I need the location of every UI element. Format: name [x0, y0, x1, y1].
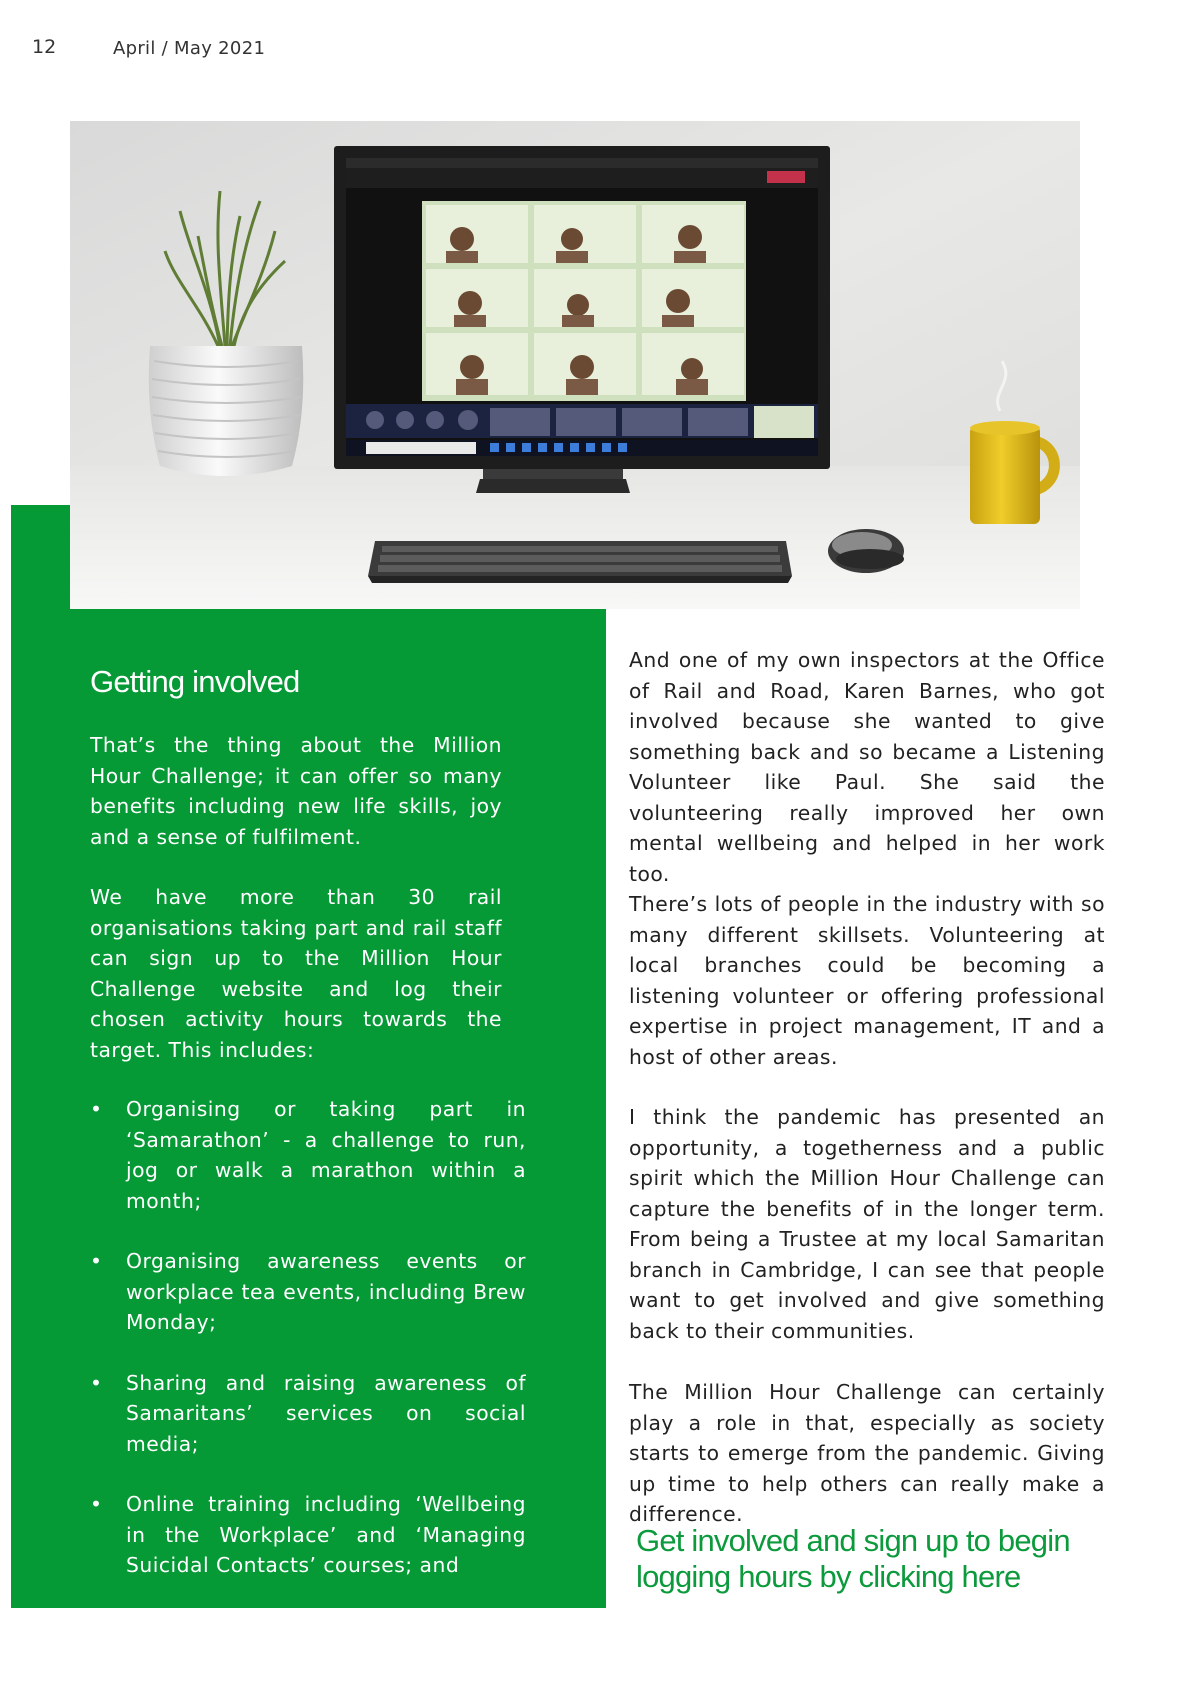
bullet-marker: •: [90, 1492, 103, 1516]
panel-title: Getting involved: [90, 664, 300, 699]
body-paragraph: There’s lots of people in the industry with so many different skillsets. Volunteering at local branches could be becoming a listening volunteer or offering professional expertise in project management, IT and a host of other areas.: [629, 892, 1105, 1069]
page-number: 12: [32, 36, 57, 58]
issue-date: April / May 2021: [113, 38, 266, 59]
cta-link[interactable]: Get involved and sign up to begin logging hours by clicking here: [636, 1523, 1070, 1594]
list-item-text: Organising awareness events or workplace tea events, including Brew Monday;: [126, 1249, 526, 1334]
bullet-marker: •: [90, 1370, 103, 1395]
bullet-list: [90, 1094, 526, 1671]
body-paragraph: I think the pandemic has presented an opportunity, a togetherness and a public spirit which the Million Hour Challenge can capture the benefits of in the longer term. From being a Trustee at my local Samaritan branch in Cambridge, I can see that people want to get involved and give something back to their communities.: [629, 1105, 1105, 1343]
list-item-text: Online training including ‘Wellbeing in the Workplace’ and ‘Managing Suicidal Contacts’ courses; and: [126, 1492, 526, 1577]
panel-paragraph: We have more than 30 rail organisations taking part and rail staff can sign up to the Million Hour Challenge website and log their chosen activity hours towards the target. This includes:: [90, 885, 502, 1062]
list-item: [90, 1246, 526, 1338]
body-paragraph: The Million Hour Challenge can certainly play a role in that, especially as society starts to emerge from the pandemic. Giving up time to help others can really make a difference.: [629, 1380, 1105, 1526]
photo: [70, 121, 1080, 609]
list-item-text: Organising or taking part in ‘Samarathon’ - a challenge to run, jog or walk a marathon within a month;: [126, 1097, 526, 1213]
body-paragraph: And one of my own inspectors at the Office of Rail and Road, Karen Barnes, who got involved because she wanted to give something back and so became a Listening Volunteer like Paul. She said the volunteering really improved her own mental wellbeing and helped in her work too.: [629, 648, 1105, 886]
panel-paragraph: That’s the thing about the Million Hour Challenge; it can offer so many benefits including new life skills, joy and a sense of fulfilment.: [90, 733, 502, 849]
bullet-marker: •: [90, 1249, 103, 1273]
list-item: [90, 1489, 526, 1581]
list-item: [90, 1368, 526, 1460]
keyboard-icon: [368, 541, 792, 583]
list-item: [90, 1611, 526, 1642]
mouse-icon: [828, 529, 904, 573]
bullet-marker: •: [90, 1097, 103, 1121]
list-item: [90, 1094, 526, 1216]
list-item-text: Volunteering with local branches.: [126, 1613, 481, 1638]
monitor-icon: [334, 146, 830, 493]
bullet-marker: •: [90, 1613, 103, 1638]
list-item-text: Sharing and raising awareness of Samaritans’ services on social media;: [126, 1370, 526, 1456]
